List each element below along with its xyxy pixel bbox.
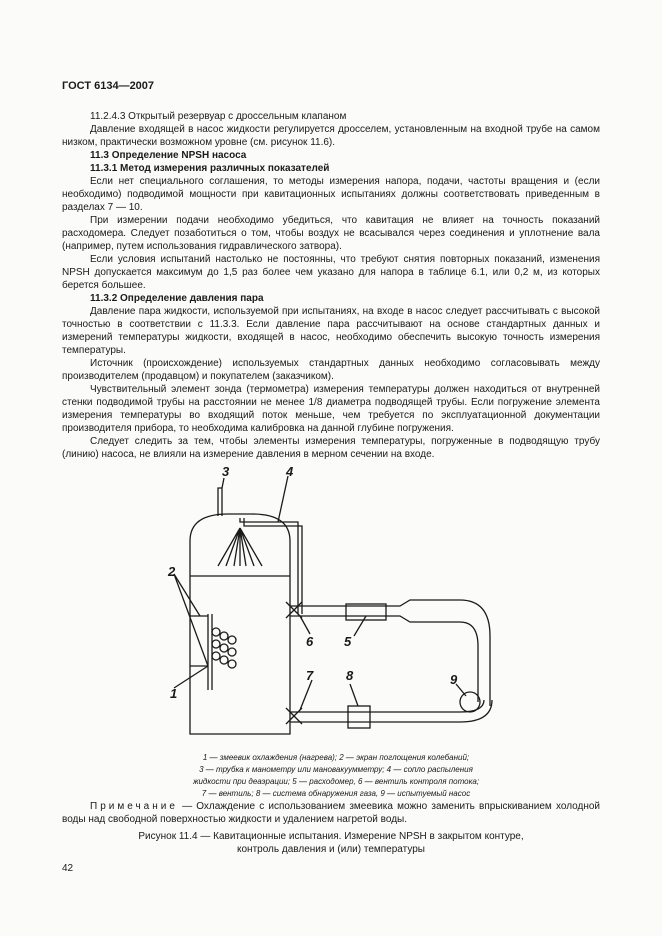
pressure-tube xyxy=(218,488,222,516)
spray-pipe xyxy=(240,518,302,614)
paragraph: Источник (происхождение) используемых стандартных данных необходимо согласовывать между производителем (продавцом) и покупателем (заказчиком). xyxy=(62,358,600,382)
diagram-svg xyxy=(160,466,506,746)
figure-legend xyxy=(176,752,496,800)
paragraph: При измерении подачи необходимо убедиться, что кавитация не влияет на точность показаний расходомера. Следует позаботиться о том, чтобы воздух не всасывался через соединения и уплотнение вала (например, путем использования гидравлического затвора). xyxy=(62,215,600,252)
section-heading-11-3-1: 11.3.1 Метод измерения различных показателей xyxy=(90,163,330,174)
label-3: 3 xyxy=(222,466,230,479)
label-8: 8 xyxy=(346,668,354,683)
legend-line: 7 — вентиль; 8 — система обнаружения газа, 9 — испытуемый насос xyxy=(201,789,471,798)
cavitation-test-diagram xyxy=(160,466,506,746)
note-label: Примечание xyxy=(90,801,178,812)
section-heading-11-2-4-3: 11.2.4.3 Открытый резервуар с дроссельным клапаном xyxy=(90,111,347,122)
document-header: ГОСТ 6134—2007 xyxy=(62,80,155,92)
label-1: 1 xyxy=(170,686,178,701)
label-9: 9 xyxy=(450,672,458,687)
body-text xyxy=(62,110,600,461)
paragraph: Чувствительный элемент зонда (термометра) измерения температуры должен находиться от внутренней стенки подводимой трубы на расстоянии не менее 1/8 диаметра подводящей трубы. Если погружение элемента измерения температуры во входящий поток меньше, чем требуется по эксплуатационной документации производителя прибора, то необходима калибровка на данной глубине погружения. xyxy=(62,384,600,434)
note xyxy=(62,800,600,826)
label-6: 6 xyxy=(306,634,314,649)
page-number: 42 xyxy=(62,863,74,874)
paragraph: Если нет специального соглашения, то методы измерения напора, подачи, частоты вращения и (если необходимо) подводимой мощности при кавитационных испытаниях должны соответствовать приведенным в разделах 7 — 10. xyxy=(62,176,600,213)
lower-pipe xyxy=(290,700,484,712)
section-heading-11-3-2: 11.3.2 Определение давления пара xyxy=(90,293,264,304)
label-4: 4 xyxy=(286,466,294,479)
label-5: 5 xyxy=(344,634,352,649)
cooling-coil xyxy=(212,628,236,668)
paragraph: Давление пара жидкости, используемой при испытаниях, на входе в насос следует рассчитывать с высокой точностью в соответствии с 11.3.3. Если давление пара рассчитывают на основе стандартных данных и измерений температуры жидкости, входящей в насос, необходимо обеспечить высокую точность измерения температуры. xyxy=(62,306,600,356)
label-7: 7 xyxy=(306,668,314,683)
paragraph: Давление входящей в насос жидкости регулируется дросселем, установленным на входной трубе на самом низком, практически возможном уровне (см. рисунок 11.6). xyxy=(62,124,600,148)
note-text: — Охлаждение с использованием змеевика можно заменить впрыскиванием холодной воды над свободной поверхностью жидкости и удалением нагретой воды. xyxy=(62,801,601,825)
legend-line: жидкости при деаэрации; 5 — расходомер, 6 — вентиль контроля потока; xyxy=(192,777,480,786)
figure-title-line: Рисунок 11.4 — Кавитационные испытания. Измерение NPSH в закрытом контуре, xyxy=(138,831,524,842)
legend-line: 3 — трубка к манометру или мановакуумметру; 4 — сопло распыления xyxy=(199,765,473,774)
paragraph: Если условия испытаний настолько не постоянны, что требуют снятия повторных показаний, изменения NPSH допускается максимум до 1,5 раз более чем указано для напора в таблице 6.1, или 0,2 м, из которых берется большее. xyxy=(62,254,600,291)
section-heading-11-3: 11.3 Определение NPSH насоса xyxy=(90,150,247,161)
gas-detection-system xyxy=(348,706,370,728)
figure-title xyxy=(62,830,600,856)
spray-nozzle xyxy=(218,528,262,566)
legend-line: 1 — змеевик охлаждения (нагрева); 2 — экран поглощения колебаний; xyxy=(202,753,470,762)
label-2: 2 xyxy=(168,564,176,579)
pump xyxy=(460,692,480,712)
figure-title-line: контроль давления и (или) температуры xyxy=(237,844,425,855)
paragraph: Следует следить за тем, чтобы элементы измерения температуры, погруженные в подводящую трубу (линию) насоса, не влияли на измерение давления в мерном сечении на входе. xyxy=(62,436,600,460)
